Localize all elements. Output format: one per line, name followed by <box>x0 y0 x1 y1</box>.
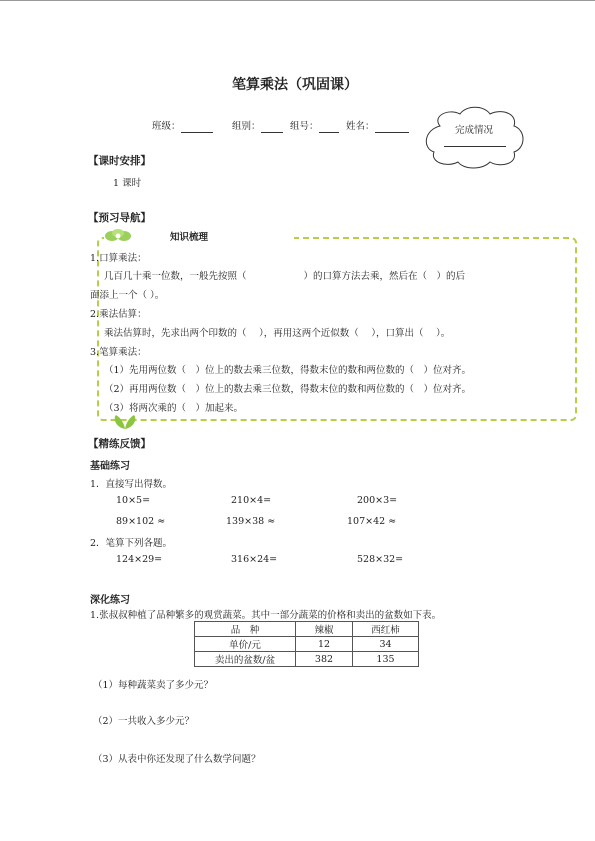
deep-question-3: （3）从表中你还发现了什么数学问题？ <box>93 754 261 765</box>
page-title: 笔算乘法（巩固课） <box>232 77 358 93</box>
preview-heading: 【预习导航】 <box>88 212 151 224</box>
name-label: 姓名： <box>346 121 375 132</box>
table-row <box>195 637 419 652</box>
schedule-text: 1 课时 <box>113 178 142 189</box>
table-cell: 34 <box>353 637 419 652</box>
name-blank[interactable] <box>375 121 409 133</box>
group-no-field <box>290 118 339 133</box>
class-label: 班级： <box>152 121 181 132</box>
leaf-icon <box>112 414 138 430</box>
table-cell: 卖出的盆数/盆 <box>195 652 296 667</box>
calc-1-1: 10×5= <box>116 495 151 506</box>
calc-2-3: 107×42 ≈ <box>347 516 397 527</box>
deep-intro: 1.张叔叔种植了品种繁多的观赏蔬菜。其中一部分蔬菜的价格和卖出的盆数如下表。 <box>90 610 442 621</box>
box-title: 知识梳理 <box>170 232 209 243</box>
preview-line-3: 面添上一个（ ）。 <box>90 290 165 301</box>
preview-line-5: 乘法估算时，先求出两个印数的（ ），再用这两个近似数（ ），口算出（ ）。 <box>104 328 451 339</box>
calc-2-2: 139×38 ≈ <box>226 516 276 527</box>
calc-1-3: 200×3= <box>357 495 398 506</box>
group-label: 组别： <box>232 121 261 132</box>
top-rule <box>0 0 595 1</box>
table-header-cell: 品 种 <box>195 622 296 637</box>
deep-title: 深化练习 <box>90 595 130 606</box>
calc-3-3: 528×32= <box>357 554 404 565</box>
table-header-cell: 辣椒 <box>296 622 353 637</box>
completion-blank[interactable] <box>444 146 506 147</box>
practice-heading: 【精练反馈】 <box>88 438 151 450</box>
flower-icon <box>104 229 132 243</box>
table-cell: 135 <box>353 652 419 667</box>
table-cell: 12 <box>296 637 353 652</box>
question-2: 2．笔算下列各题。 <box>90 538 173 549</box>
calc-3-1: 124×29= <box>116 554 163 565</box>
class-blank[interactable] <box>181 121 213 133</box>
group-field <box>232 118 283 133</box>
preview-line-8: （2）再用两位数（ ）位上的数去乘三位数，得数末位的数和两位数的（ ）位对齐。 <box>104 384 472 395</box>
preview-line-7: （1）先用两位数（ ）位上的数去乘三位数，得数末位的数和两位数的（ ）位对齐。 <box>104 365 472 376</box>
group-no-blank[interactable] <box>319 121 339 133</box>
group-blank[interactable] <box>261 121 283 133</box>
preview-line-1: 1.口算乘法： <box>90 253 147 264</box>
vegetable-table <box>194 621 419 667</box>
completion-cloud-icon <box>422 106 528 170</box>
calc-3-2: 316×24= <box>231 554 278 565</box>
deep-question-1: （1）每种蔬菜卖了多少元？ <box>93 680 214 691</box>
calc-1-2: 210×4= <box>231 495 272 506</box>
table-row <box>195 652 419 667</box>
name-field <box>346 118 409 133</box>
class-field <box>152 118 213 133</box>
table-cell: 单价/元 <box>195 637 296 652</box>
calc-2-1: 89×102 ≈ <box>116 516 166 527</box>
deep-question-2: （2）一共收入多少元？ <box>93 716 195 727</box>
completion-label: 完成情况 <box>455 125 494 136</box>
basic-title: 基础练习 <box>90 461 130 472</box>
preview-line-6: 3.笔算乘法： <box>90 347 147 358</box>
schedule-heading: 【课时安排】 <box>88 155 151 167</box>
preview-line-9: （3）将两次乘的（ ）加起来。 <box>104 403 244 414</box>
table-header-cell: 西红柿 <box>353 622 419 637</box>
preview-line-2: 几百几十乘一位数，一般先按照（ ）的口算方法去乘，然后在（ ）的后 <box>104 271 466 282</box>
table-header-row <box>195 622 419 637</box>
table-cell: 382 <box>296 652 353 667</box>
question-1: 1．直接写出得数。 <box>90 479 173 490</box>
preview-line-4: 2.乘法估算： <box>90 309 147 320</box>
group-no-label: 组号： <box>290 121 319 132</box>
